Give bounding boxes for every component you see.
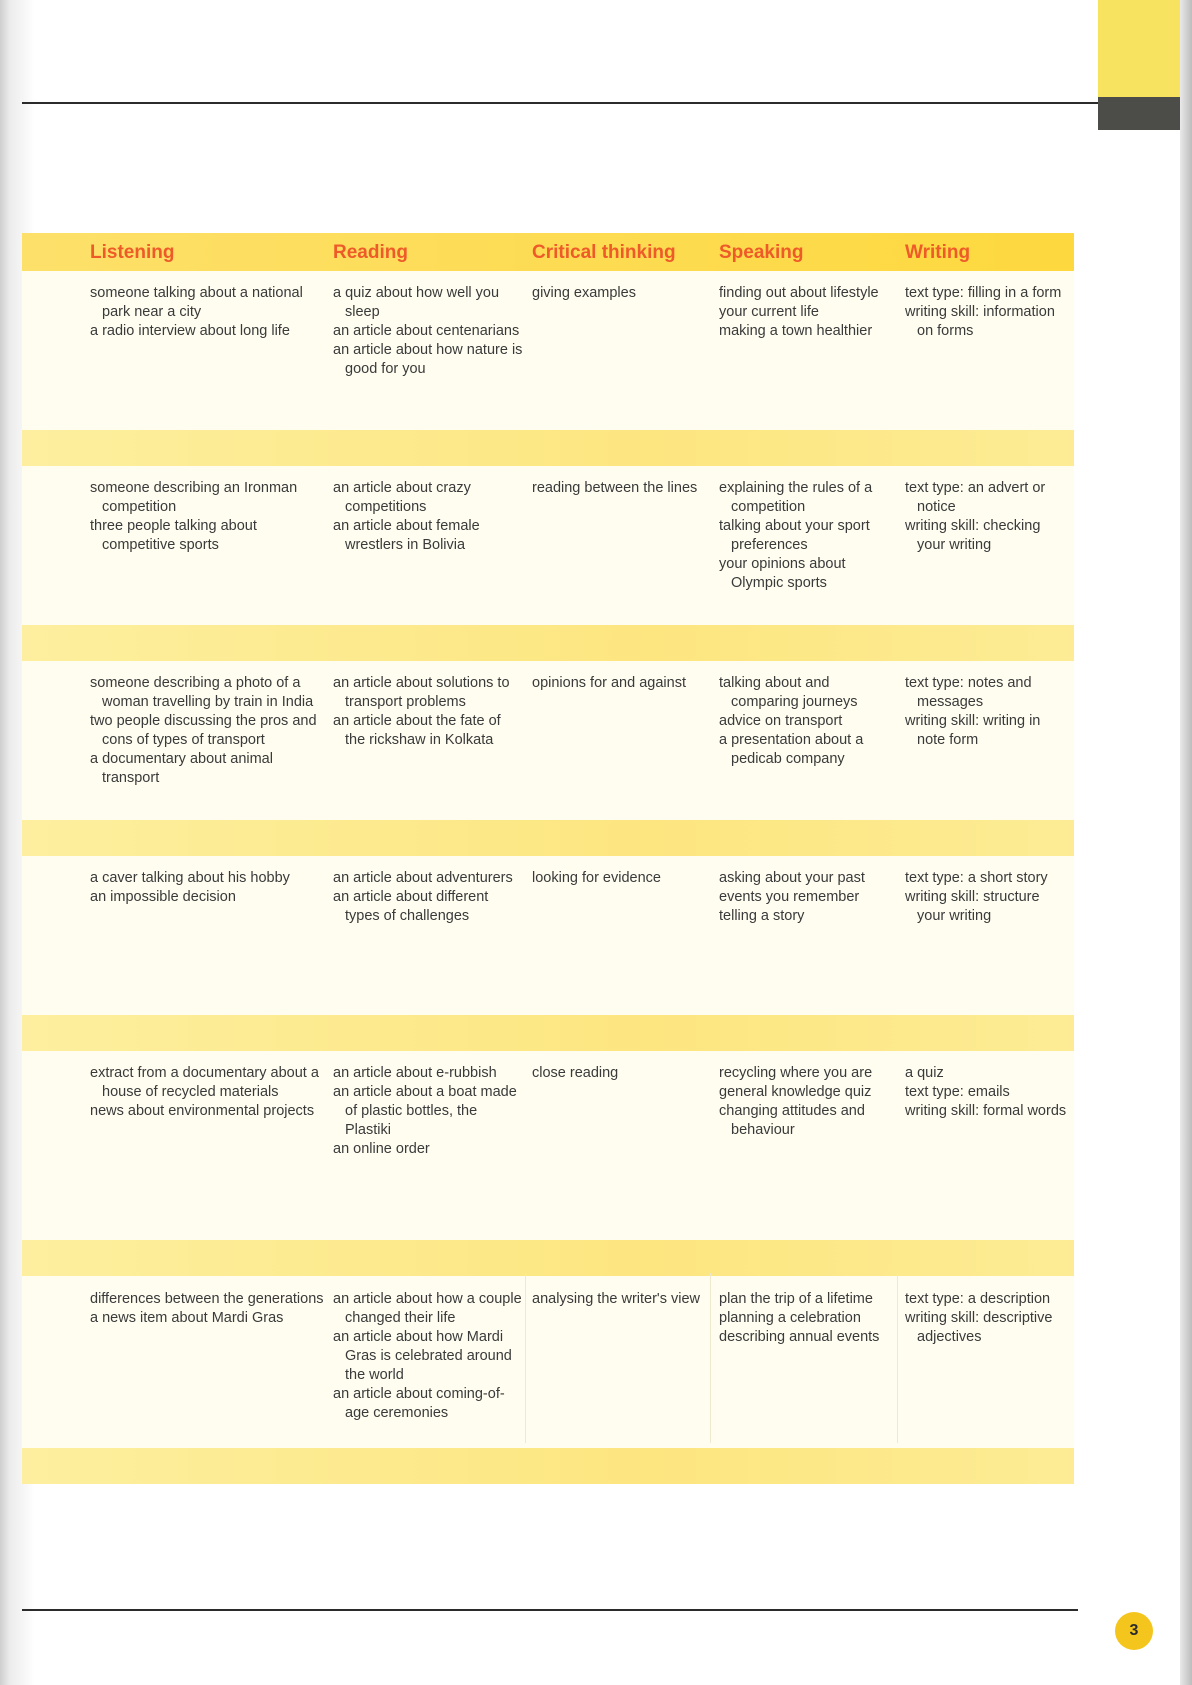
cell-line: talking about and comparing journeys [719, 675, 858, 710]
cell-writing [905, 284, 1070, 341]
cell-line: an article about solutions to transport problems [333, 675, 510, 710]
cell-reading [333, 674, 523, 750]
cell-line: an article about the fate of the rickshaw in Kolkata [333, 713, 501, 748]
cell-critical-thinking [532, 1064, 704, 1083]
column-divider [525, 1273, 526, 1443]
corner-dark-tab [1098, 97, 1180, 130]
row-separator [22, 625, 1074, 661]
row-separator [22, 1015, 1074, 1051]
cell-line: close reading [532, 1065, 619, 1081]
cell-line: explaining the rules of a competition [719, 480, 873, 515]
row-separator [22, 430, 1074, 466]
row-separator [22, 1240, 1074, 1276]
cell-line: an article about e-rubbish [333, 1065, 497, 1081]
header-writing: Writing [905, 242, 971, 263]
header-listening: Listening [90, 242, 175, 263]
cell-writing [905, 1290, 1070, 1347]
cell-line: an article about a boat made of plastic bottles, the Plastiki [333, 1084, 517, 1138]
cell-line: a quiz about how well you sleep [333, 285, 500, 320]
cell-line: talking about your sport preferences [719, 518, 870, 553]
cell-line: events you remember [719, 889, 860, 905]
cell-line: making a town healthier [719, 323, 873, 339]
cell-line: text type: an advert or notice [905, 480, 1046, 515]
cell-critical-thinking [532, 674, 704, 693]
cell-line: analysing the writer's view [532, 1291, 700, 1307]
cell-line: text type: a short story [905, 870, 1048, 886]
bottom-rule [22, 1609, 1078, 1611]
cell-line: your current life [719, 304, 819, 320]
cell-line: a radio interview about long life [90, 323, 290, 339]
cell-line: writing skill: formal words [905, 1103, 1067, 1119]
cell-line: an online order [333, 1141, 430, 1157]
cell-listening [90, 1064, 325, 1121]
cell-listening [90, 479, 325, 555]
cell-line: a documentary about animal transport [90, 751, 273, 786]
cell-line: text type: emails [905, 1084, 1010, 1100]
cell-line: an article about different types of challenges [333, 889, 489, 924]
cell-reading [333, 284, 523, 379]
cell-critical-thinking [532, 284, 704, 303]
cell-writing [905, 1064, 1070, 1121]
cell-line: general knowledge quiz [719, 1084, 872, 1100]
cell-line: telling a story [719, 908, 805, 924]
cell-listening [90, 869, 325, 907]
page-edge [1180, 0, 1192, 1685]
cell-line: plan the trip of a lifetime [719, 1291, 873, 1307]
cell-line: an article about female wrestlers in Bolivia [333, 518, 480, 553]
cell-line: writing skill: checking your writing [905, 518, 1041, 553]
cell-line: writing skill: information on forms [905, 304, 1055, 339]
header-reading: Reading [333, 242, 408, 263]
header-speaking: Speaking [719, 242, 804, 263]
cell-line: an article about how Mardi Gras is celebrated around the world [333, 1329, 512, 1383]
cell-reading [333, 1290, 523, 1423]
cell-line: someone talking about a national park near a city [90, 285, 303, 320]
cell-line: text type: filling in a form [905, 285, 1062, 301]
cell-critical-thinking [532, 1290, 704, 1309]
cell-line: an impossible decision [90, 889, 236, 905]
cell-line: an article about crazy competitions [333, 480, 471, 515]
cell-line: writing skill: descriptive adjectives [905, 1310, 1053, 1345]
cell-line: news about environmental projects [90, 1103, 315, 1119]
cell-critical-thinking [532, 869, 704, 888]
cell-line: finding out about lifestyle [719, 285, 879, 301]
cell-line: text type: notes and messages [905, 675, 1032, 710]
cell-line: a news item about Mardi Gras [90, 1310, 284, 1326]
cell-line: writing skill: writing in note form [905, 713, 1041, 748]
cell-line: planning a celebration [719, 1310, 861, 1326]
cell-line: giving examples [532, 285, 636, 301]
cell-speaking [719, 1290, 899, 1347]
table-header [22, 233, 1074, 271]
cell-writing [905, 869, 1070, 926]
row-separator [22, 820, 1074, 856]
cell-speaking [719, 284, 899, 341]
cell-line: a caver talking about his hobby [90, 870, 290, 886]
cell-line: someone describing a photo of a woman travelling by train in India [90, 675, 314, 710]
cell-line: your opinions about Olympic sports [719, 556, 846, 591]
cell-speaking [719, 479, 899, 593]
cell-line: reading between the lines [532, 480, 698, 496]
cell-line: extract from a documentary about a house of recycled materials [90, 1065, 319, 1100]
cell-line: an article about how a couple changed their life [333, 1291, 522, 1326]
header-critical-thinking: Critical thinking [532, 242, 676, 263]
cell-listening [90, 1290, 325, 1328]
cell-line: an article about adventurers [333, 870, 513, 886]
cell-line: a presentation about a pedicab company [719, 732, 864, 767]
column-divider [710, 1273, 711, 1443]
cell-line: writing skill: structure your writing [905, 889, 1040, 924]
cell-reading [333, 869, 523, 926]
cell-writing [905, 674, 1070, 750]
corner-colour-tab [1098, 0, 1180, 97]
cell-listening [90, 284, 325, 341]
cell-line: opinions for and against [532, 675, 686, 691]
cell-line: three people talking about competitive sports [90, 518, 257, 553]
cell-listening [90, 674, 325, 788]
top-rule [22, 102, 1144, 104]
cell-line: two people discussing the pros and cons of types of transport [90, 713, 317, 748]
cell-line: looking for evidence [532, 870, 661, 886]
cell-line: describing annual events [719, 1329, 880, 1345]
cell-speaking [719, 869, 899, 926]
cell-line: a quiz [905, 1065, 944, 1081]
cell-reading [333, 479, 523, 555]
cell-line: differences between the generations [90, 1291, 324, 1307]
cell-line: an article about how nature is good for you [333, 342, 523, 377]
page-number-badge: 3 [1115, 1612, 1153, 1650]
cell-line: changing attitudes and behaviour [719, 1103, 865, 1138]
cell-writing [905, 479, 1070, 555]
row-separator [22, 1448, 1074, 1484]
cell-line: asking about your past [719, 870, 865, 886]
cell-critical-thinking [532, 479, 704, 498]
cell-line: someone describing an Ironman competition [90, 480, 298, 515]
cell-line: advice on transport [719, 713, 843, 729]
cell-speaking [719, 1064, 899, 1140]
cell-line: an article about coming-of-age ceremonies [333, 1386, 505, 1421]
cell-line: text type: a description [905, 1291, 1051, 1307]
contents-table [22, 233, 1074, 1483]
cell-line: recycling where you are [719, 1065, 873, 1081]
cell-line: an article about centenarians [333, 323, 520, 339]
cell-speaking [719, 674, 899, 769]
cell-reading [333, 1064, 523, 1159]
